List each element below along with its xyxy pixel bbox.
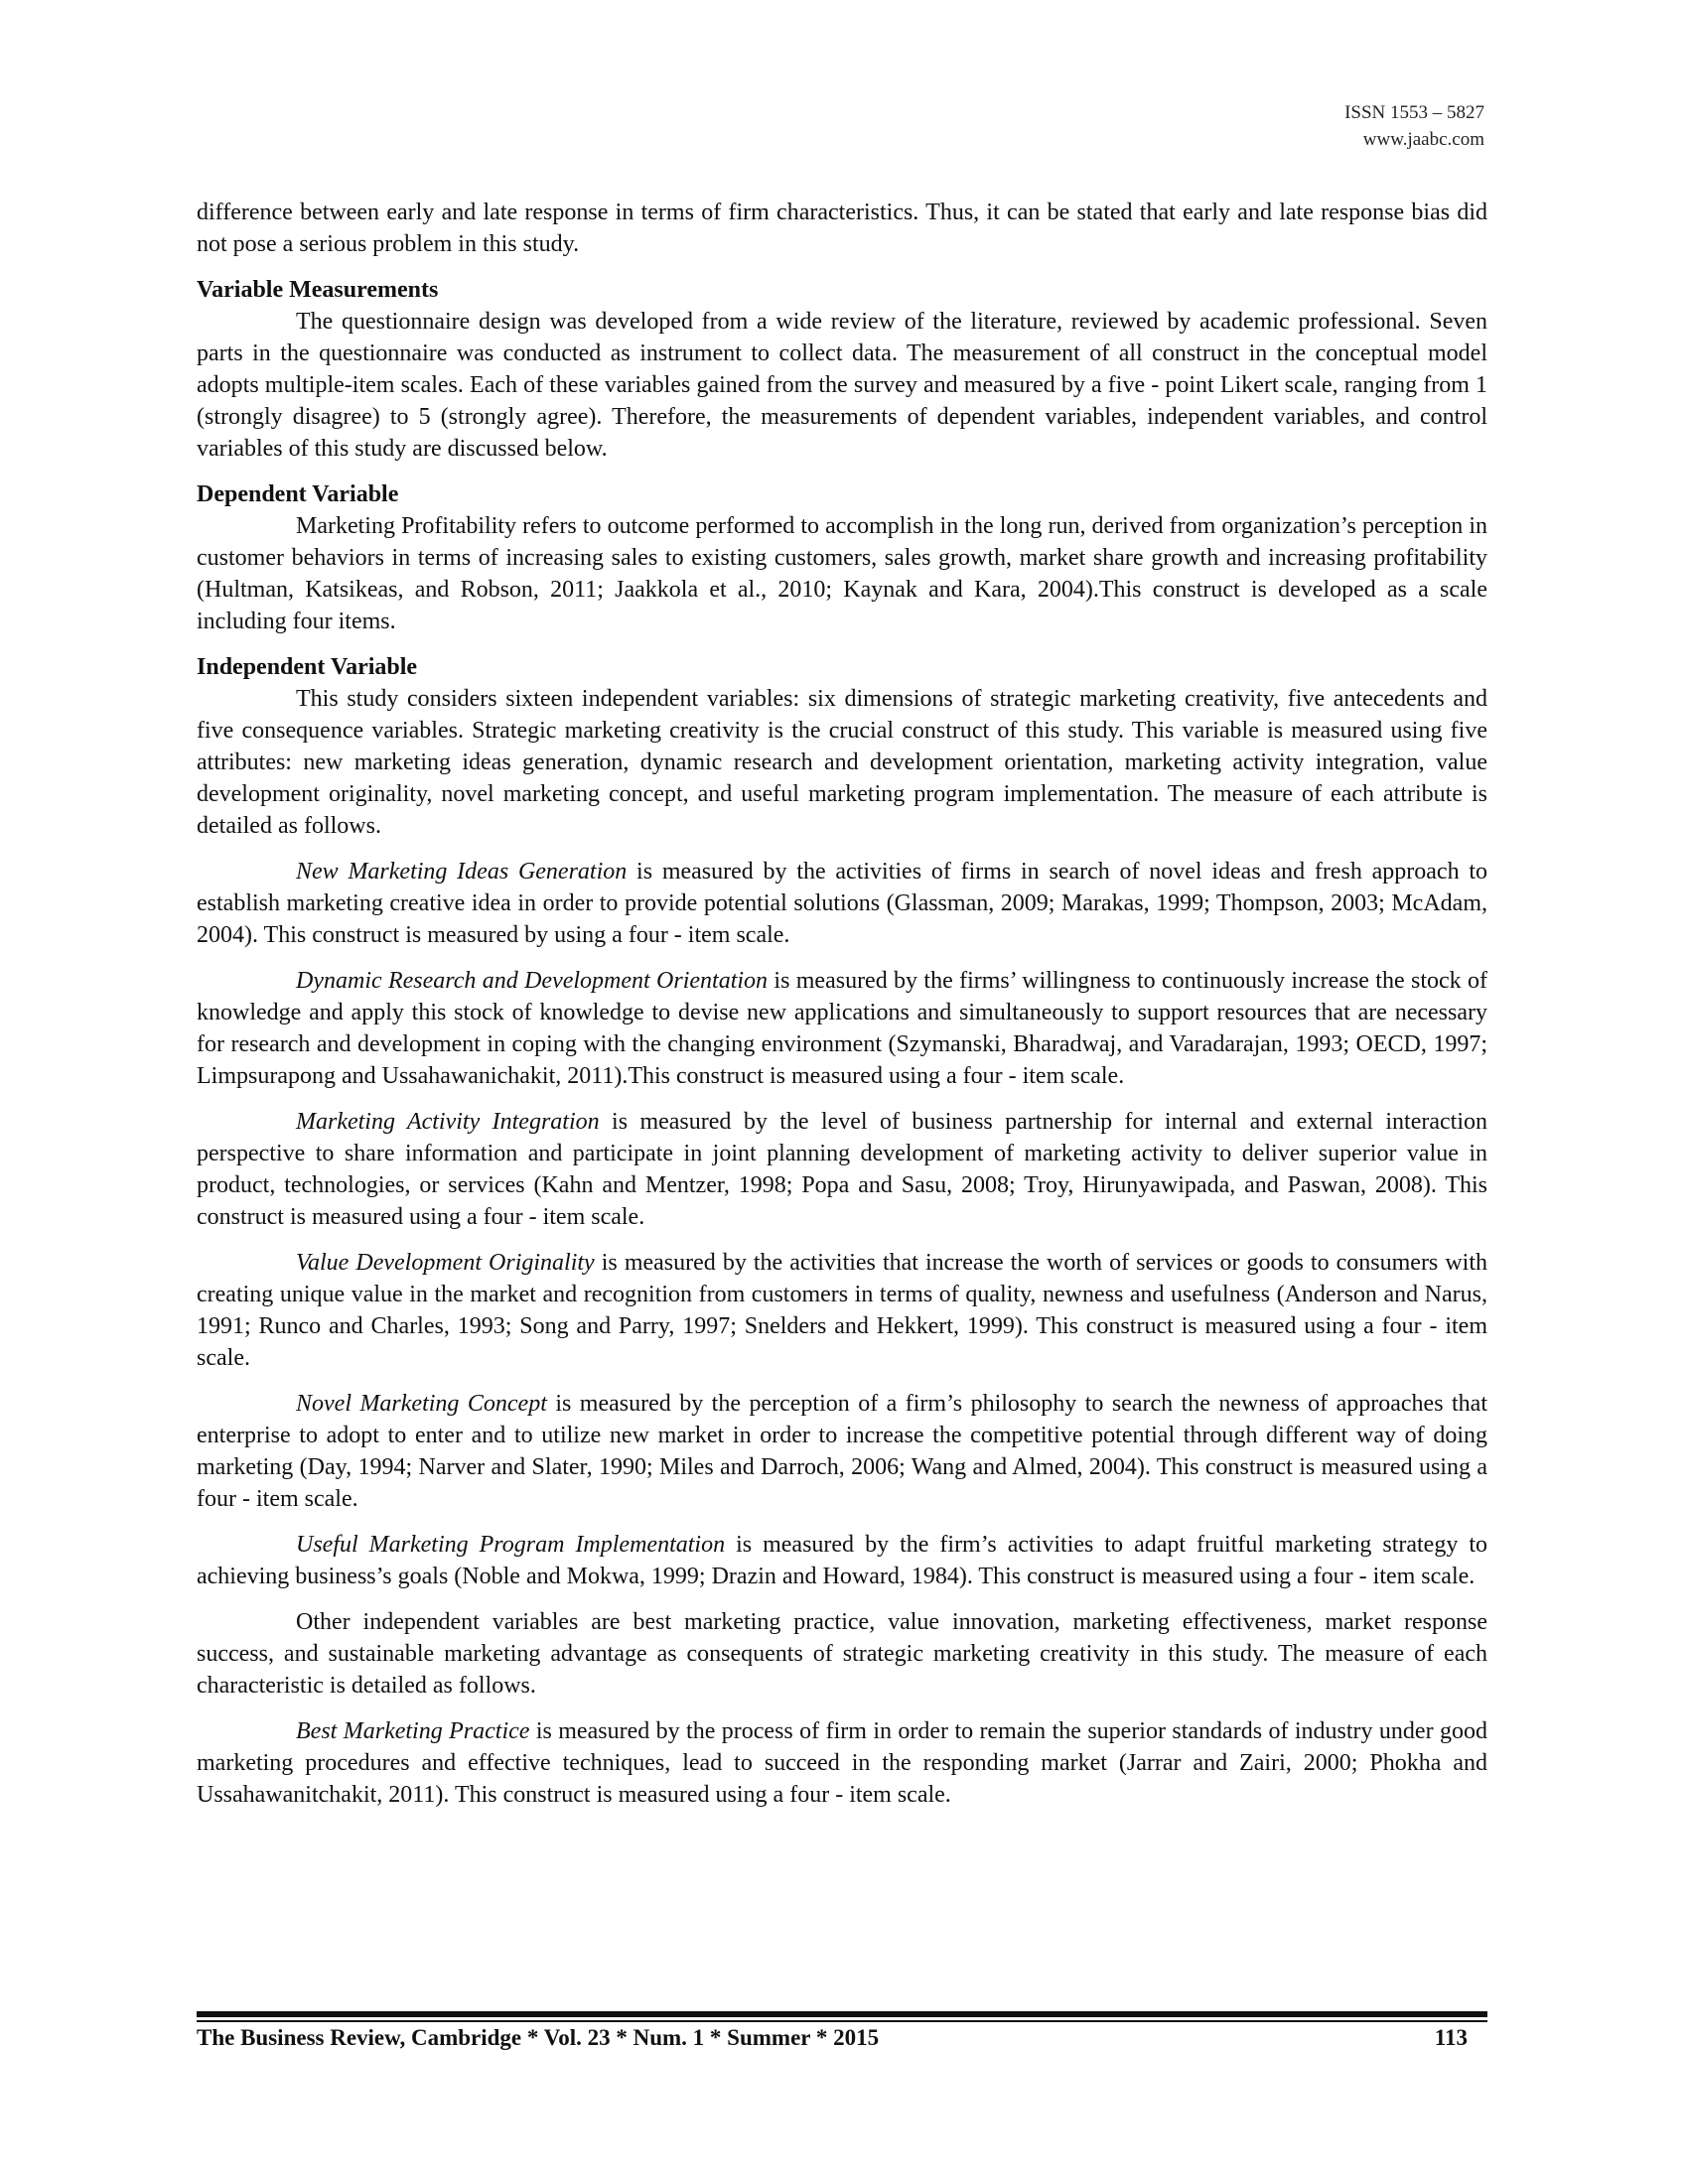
- paragraph-text: is measured by the firms’ willingness to continuously increase the stock of knowledge and apply this stock of knowledge to devise new applications and simultaneously to support resources that are necessary for research and development in coping with the changing environment (Szymanski, Bharadwaj, and Varadarajan, 1993; OECD, 1997; Limpsurapong and Ussahawanichakit, 2011).This construct is measured using a four - item scale.: [197, 968, 1487, 1089]
- footer-rule: [197, 2011, 1487, 2022]
- paragraph-text: is measured by the activities that increase the worth of services or goods to consumers with creating unique value in the market and recognition from customers in terms of quality, newness and usefulness (Anderson and Narus, 1991; Runco and Charles, 1993; Song and Parry, 1997; Snelders and Hekkert, 1999). This construct is measured using a four - item scale.: [197, 1250, 1487, 1371]
- paragraph-text: The questionnaire design was developed from a wide review of the literature, reviewed by academic professional. Seven parts in the questionnaire was conducted as instrument to collect data. The measurement of all construct in the conceptual model adopts multiple-item scales. Each of these variables gained from the survey and measured by a five - point Likert scale, ranging from 1 (strongly disagree) to 5 (strongly agree). Therefore, the measurements of dependent variables, independent variables, and control variables of this study are discussed below.: [197, 309, 1487, 462]
- paragraph-text: is measured by the perception of a firm’s philosophy to search the newness of approaches that enterprise to adopt to enter and to utilize new market in order to increase the competitive potential through different way of doing marketing (Day, 1994; Narver and Slater, 1990; Miles and Darroch, 2006; Wang and Almed, 2004). This construct is measured using a four - item scale.: [197, 1391, 1487, 1512]
- paragraph: [197, 197, 1487, 260]
- paragraph-text: This study considers sixteen independent variables: six dimensions of strategic marketing creativity, five antecedents and five consequence variables. Strategic marketing creativity is the crucial construct of this study. This variable is measured using five attributes: new marketing ideas generation, dynamic research and development orientation, marketing activity integration, value development originality, novel marketing concept, and useful marketing program implementation. The measure of each attribute is detailed as follows.: [197, 686, 1487, 839]
- page-number: 113: [1434, 2025, 1468, 2050]
- variable-name: Best Marketing Practice: [296, 1718, 530, 1744]
- paragraph: [197, 1388, 1487, 1515]
- paragraph: [197, 1715, 1487, 1811]
- paragraph: [197, 856, 1487, 951]
- variable-name: New Marketing Ideas Generation: [296, 859, 628, 885]
- variable-name: Novel Marketing Concept: [296, 1391, 547, 1417]
- page-footer: [197, 2025, 1468, 2051]
- paragraph-text: difference between early and late response in terms of firm characteristics. Thus, it can be stated that early and late response bias did not pose a serious problem in this study.: [197, 200, 1487, 257]
- section-heading: Dependent Variable: [197, 481, 399, 507]
- page-header: [1344, 99, 1484, 153]
- paragraph-text: is measured by the firm’s activities to adapt fruitful marketing strategy to achieving business’s goals (Noble and Mokwa, 1999; Drazin and Howard, 1984). This construct is measured using a four - item scale.: [197, 1532, 1488, 1589]
- variable-name: Useful Marketing Program Implementation: [296, 1532, 726, 1558]
- section-heading: Independent Variable: [197, 654, 418, 680]
- paragraph-text: is measured by the process of firm in order to remain the superior standards of industry under good marketing procedures and effective techniques, lead to succeed in the responding market (Jarrar and Zairi, 2000; Phokha and Ussahawanitchakit, 2011). This construct is measured using a four - item scale.: [197, 1718, 1487, 1808]
- variable-name: Dynamic Research and Development Orientation: [296, 968, 769, 994]
- paragraph: [197, 1529, 1487, 1592]
- paragraph: [197, 1606, 1487, 1702]
- paragraph: [197, 510, 1487, 637]
- paragraph: [197, 306, 1487, 465]
- paragraph-text: Marketing Profitability refers to outcome performed to accomplish in the long run, derived from organization’s perception in customer behaviors in terms of increasing sales to existing customers, sales growth, market share growth and increasing profitability (Hultman, Katsikeas, and Robson, 2011; Jaakkola et al., 2010; Kaynak and Kara, 2004).This construct is developed as a scale including four items.: [197, 513, 1487, 634]
- issn-label: ISSN 1553 – 5827: [1344, 102, 1484, 123]
- paragraph: [197, 683, 1487, 842]
- paragraph-text: is measured by the level of business partnership for internal and external interaction perspective to share information and participate in joint planning development of marketing activity to deliver superior value in product, technologies, or services (Kahn and Mentzer, 1998; Popa and Sasu, 2008; Troy, Hirunyawipada, and Paswan, 2008). This construct is measured using a four - item scale.: [197, 1109, 1487, 1230]
- section-heading: Variable Measurements: [197, 277, 439, 303]
- paragraph-text: Other independent variables are best marketing practice, value innovation, marketing effectiveness, market response success, and sustainable marketing advantage as consequents of strategic marketing creativity in this study. The measure of each characteristic is detailed as follows.: [197, 1609, 1487, 1699]
- journal-website: www.jaabc.com: [1362, 129, 1484, 150]
- article-body: [197, 197, 1487, 1811]
- journal-citation: The Business Review, Cambridge * Vol. 23 * Num. 1 * Summer * 2015: [197, 2025, 880, 2050]
- variable-name: Marketing Activity Integration: [296, 1109, 600, 1135]
- paragraph: [197, 1106, 1487, 1233]
- variable-name: Value Development Originality: [296, 1250, 595, 1276]
- paragraph: [197, 1247, 1487, 1374]
- paragraph: [197, 965, 1487, 1092]
- paragraph-text: is measured by the activities of firms in search of novel ideas and fresh approach to establish marketing creative idea in order to provide potential solutions (Glassman, 2009; Marakas, 1999; Thompson, 2003; McAdam, 2004). This construct is measured by using a four - item scale.: [197, 859, 1488, 948]
